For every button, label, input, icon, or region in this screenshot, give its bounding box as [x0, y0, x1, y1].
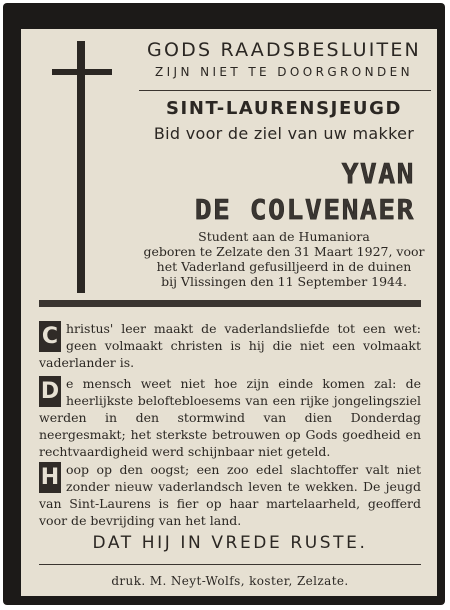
closing-line: DAT HIJ IN VREDE RUSTE. — [92, 533, 368, 553]
footer-divider — [39, 564, 421, 565]
card-paper — [21, 29, 437, 596]
header-divider — [139, 90, 431, 91]
section-divider — [39, 300, 421, 307]
deceased-last-name: DE COLVENAER — [194, 193, 415, 226]
details-line-2: geboren te Zelzate den 31 Maart 1927, voor — [143, 244, 425, 259]
group-name: SINT-LAURENSJEUGD — [165, 98, 402, 119]
paragraph-2 — [39, 375, 421, 460]
paragraph-3 — [39, 461, 421, 529]
dropcap-d: D — [39, 376, 61, 407]
header-line-2: ZIJN NIET TE DOORGRONDEN — [155, 65, 413, 79]
cross-icon — [77, 41, 85, 293]
memorial-card — [3, 3, 445, 605]
printer-credit: druk. M. Neyt-Wolfs, koster, Zelzate. — [111, 574, 349, 588]
paragraph-3-text: oop op den oogst; een zoo edel slachtoffer valt niet zonder nieuw vaderlandsch leven te wekken. De jeugd van Sint-Laurens is fier op haar martelaarheld, geofferd voor de bevrijding van het land. — [39, 462, 421, 528]
details-line-4: bij Vlissingen den 11 September 1944. — [161, 274, 407, 289]
dropcap-c: C — [39, 321, 61, 352]
details-line-1: Student aan de Humaniora — [198, 229, 370, 244]
dropcap-h: H — [39, 462, 61, 493]
details-line-3: het Vaderland gefusilljeerd in de duinen — [156, 259, 412, 274]
cross-bar — [52, 69, 112, 75]
deceased-first-name: YVAN — [341, 157, 415, 190]
paragraph-2-text: e mensch weet niet hoe zijn einde komen zal: de heerlijkste beloftebloesems van een rijke jongelingsziel werden in den stormwind van dien Donderdag neergesmakt; het sterkste betrouwen op Gods goedheid en rechtvaardigheid werd schijnbaar niet geteld. — [39, 376, 421, 459]
paragraph-1 — [39, 320, 421, 371]
paragraph-1-text: hristus' leer maakt de vaderlandsliefde tot een wet: geen volmaakt christen is hij die niet een volmaakt vaderlander is. — [39, 321, 421, 370]
header-line-1: GODS RAADSBESLUITEN — [147, 39, 421, 61]
prayer-request: Bid voor de ziel van uw makker — [153, 124, 415, 143]
